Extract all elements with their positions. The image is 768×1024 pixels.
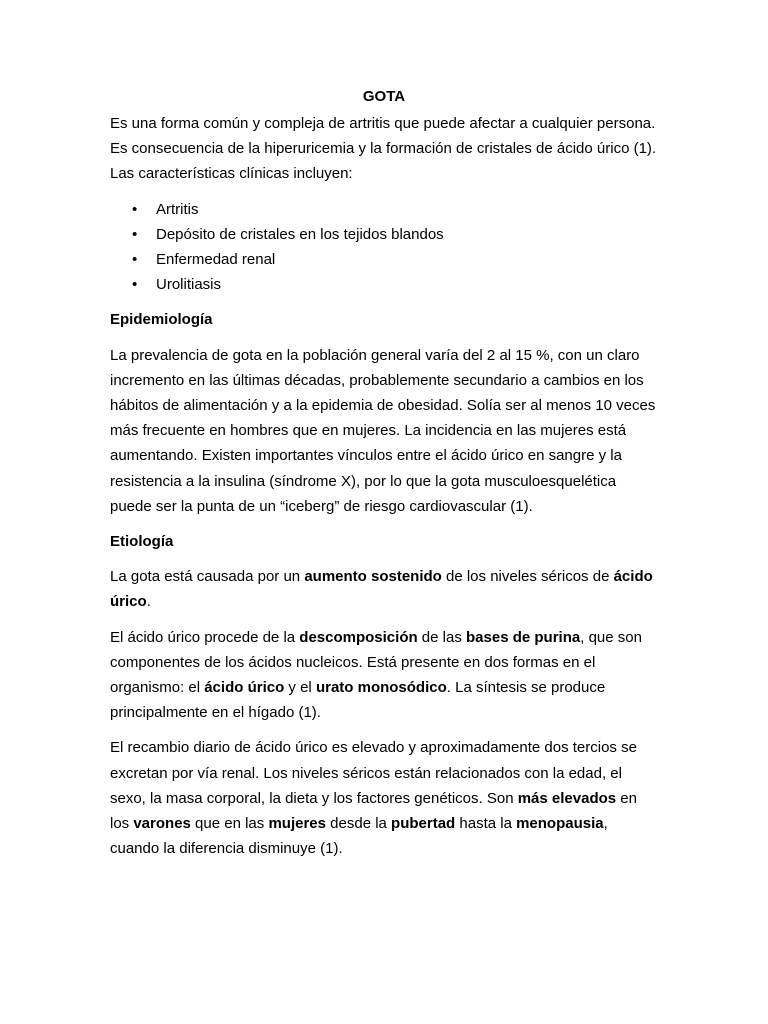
etiology-heading: Etiología <box>110 533 174 551</box>
intro-paragraph: Es una forma común y compleja de artritis que puede afectar a cualquier persona. Es consecuencia de la hiperuricemia y la formación de cristales de ácido úrico (1). Las características clínicas incluyen: <box>110 115 657 183</box>
document-title: GOTA <box>362 88 406 105</box>
bold-text-run: urato monosódico <box>315 679 447 697</box>
text-run: y el <box>284 679 316 697</box>
text-run: , que son componentes de los ácidos nucleicos. Está presente en dos formas en el organismo: el <box>110 628 642 697</box>
list-item <box>110 222 658 247</box>
bold-text-run: varones <box>133 815 191 833</box>
text-run: que en las <box>190 815 269 833</box>
text-run: de las <box>417 628 467 646</box>
bold-text-run: ácido úrico <box>204 679 285 697</box>
text-run: hasta la <box>455 815 517 833</box>
bold-text-run: mujeres <box>268 815 326 833</box>
text-run: . <box>146 593 151 611</box>
epidemiology-heading: Epidemiología <box>110 311 213 329</box>
text-run: El recambio diario de ácido úrico es elevado y aproximadamente dos tercios se excretan por vía renal. Los niveles séricos están relacionados con la edad, el sexo, la masa corporal, la dieta y los factores genéticos. Son <box>110 739 637 807</box>
bold-text-run: bases de purina <box>466 628 581 646</box>
bold-text-run: aumento sostenido <box>304 568 442 586</box>
document-page <box>110 84 658 871</box>
bullet-icon: • <box>132 276 138 294</box>
bold-text-run: más elevados <box>517 789 617 807</box>
clinical-features-list <box>110 197 658 298</box>
bold-text-run: descomposición <box>299 628 418 646</box>
bold-text-run: menopausia <box>516 815 604 833</box>
bold-text-run: ácido úrico <box>110 568 653 611</box>
list-item-text: Enfermedad renal <box>156 251 276 269</box>
text-run: . La síntesis se produce principalmente en el hígado (1). <box>110 679 606 722</box>
bullet-icon: • <box>132 200 138 218</box>
list-item <box>110 272 658 297</box>
etiology-paragraph-1 <box>110 564 658 614</box>
list-item <box>110 247 658 272</box>
bullet-icon: • <box>132 225 138 243</box>
epidemiology-paragraph: La prevalencia de gota en la población general varía del 2 al 15 %, con un claro incremento en las últimas décadas, probablemente secundario a cambios en los hábitos de alimentación y a la epidemia de obesidad. Solía ser al menos 10 veces más frecuente en hombres que en mujeres. La incidencia en las mujeres está aumentando. Existen importantes vínculos entre el ácido úrico en sangre y la resistencia a la insulina (síndrome X), por lo que la gota musculoesquelética puede ser la punta de un “iceberg” de riesgo cardiovascular (1). <box>110 346 656 515</box>
text-run: desde la <box>326 815 392 833</box>
text-run: en los <box>110 789 637 833</box>
text-run: La gota está causada por un <box>110 568 305 586</box>
text-run: El ácido úrico procede de la <box>110 628 300 646</box>
etiology-paragraph-2 <box>110 625 658 726</box>
bullet-icon: • <box>132 251 138 269</box>
list-item-text: Depósito de cristales en los tejidos blandos <box>156 225 444 243</box>
list-item <box>110 197 658 222</box>
list-item-text: Urolitiasis <box>156 276 222 294</box>
bold-text-run: pubertad <box>391 815 456 833</box>
text-run: , cuando la diferencia disminuye (1). <box>110 815 608 858</box>
text-run: de los niveles séricos de <box>441 568 614 586</box>
list-item-text: Artritis <box>156 200 199 218</box>
etiology-paragraph-3 <box>110 735 658 861</box>
